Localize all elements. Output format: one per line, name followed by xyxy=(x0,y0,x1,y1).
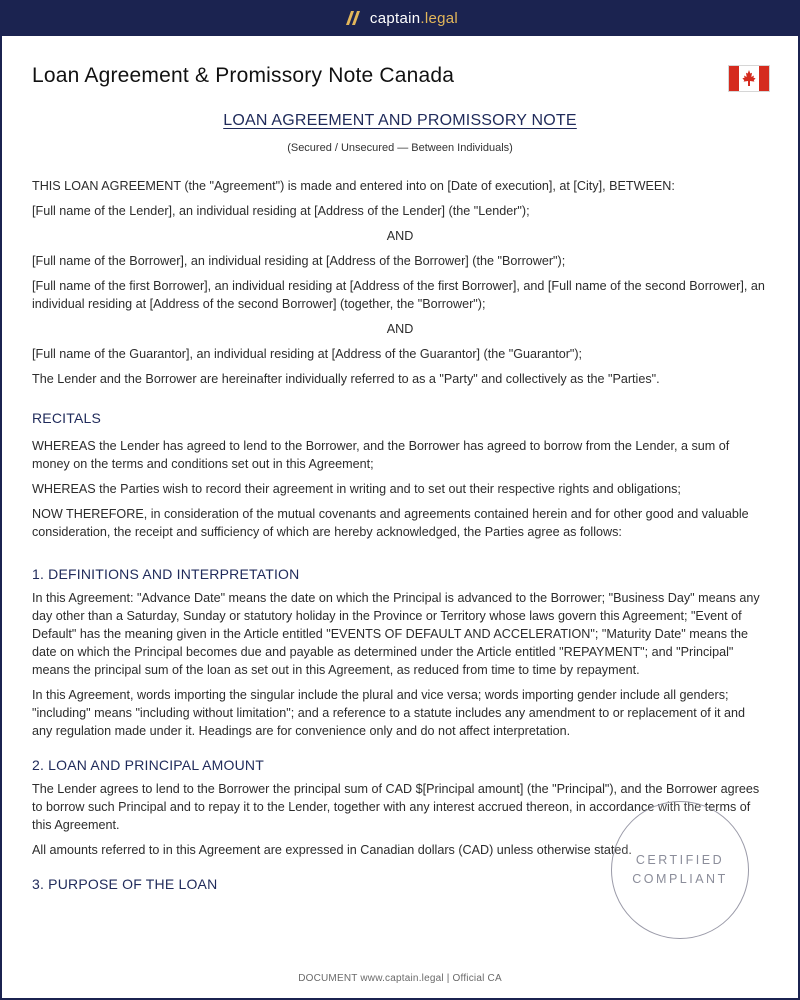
page-title: Loan Agreement & Promissory Note Canada xyxy=(32,64,455,87)
canada-flag-icon xyxy=(728,65,770,92)
and-separator: AND xyxy=(386,322,414,336)
recitals-heading: RECITALS xyxy=(32,410,102,426)
section-heading: 2. LOAN AND PRINCIPAL AMOUNT xyxy=(32,757,264,773)
certified-compliant-stamp xyxy=(611,801,749,939)
section-paragraph: In this Agreement, words importing the singular include the plural and vice versa; words importing gender include all genders; "including" means "including without limitation"; and a reference to a statute includes any amendment to or replacement of it and any regulation made under it. Headings are for convenience only and do not affect interpretation. xyxy=(32,688,746,738)
section-paragraph: In this Agreement: "Advance Date" means the date on which the Principal is advanced to the Borrower; "Business Day" means any day other than a Saturday, Sunday or statutory holiday in the Province or Territory whose laws govern this Agreement; "Event of Default" has the meaning given in the Article entitled "EVENTS OF DEFAULT AND ACCELERATION"; "Maturity Date" means the date on which the Principal becomes due and payable as determined under the Article entitled "REPAYMENT"; and "Principal" means the principal sum of the loan as set out in this Agreement, as reduced from time to time by repayment. xyxy=(32,591,760,677)
double-slash-logo-icon xyxy=(342,10,362,26)
section-paragraph: All amounts referred to in this Agreement are expressed in Canadian dollars (CAD) unless otherwise stated. xyxy=(32,843,632,857)
recital-paragraph: NOW THEREFORE, in consideration of the mutual covenants and agreements contained herein and for other good and valuable consideration, the receipt and sufficiency of which are hereby acknowledged, the Parties agree as follows: xyxy=(32,507,749,539)
document-title: LOAN AGREEMENT AND PROMISSORY NOTE xyxy=(223,112,577,129)
recital-paragraph: WHEREAS the Lender has agreed to lend to the Borrower, and the Borrower has agreed to borrow from the Lender, a sum of money on the terms and conditions set out in this Agreement; xyxy=(32,439,730,471)
brand-name: captain xyxy=(369,9,421,27)
brand[interactable] xyxy=(342,10,458,27)
stamp-line: CERTIFIED xyxy=(635,853,725,867)
document-page xyxy=(2,36,798,998)
and-separator: AND xyxy=(386,229,414,243)
stamp-line: COMPLIANT xyxy=(632,872,728,886)
section-paragraph: The Lender agrees to lend to the Borrower the principal sum of CAD $[Principal amount] (the "Principal"), and the Borrower agrees to borrow such Principal and to repay it to the Lender, together with any interest accrued thereon, in accordance with the terms of this Agreement. xyxy=(32,782,760,832)
borrower-clause: [Full name of the Borrower], an individual residing at [Address of the Borrower] (the "Borrower"); xyxy=(32,254,566,268)
page-footer: DOCUMENT www.captain.legal | Official CA xyxy=(298,973,502,984)
brand-tld: .legal xyxy=(420,9,459,27)
lender-clause: [Full name of the Lender], an individual residing at [Address of the Lender] (the "Lender"); xyxy=(32,204,530,218)
document-subtitle: (Secured / Unsecured — Between Individuals) xyxy=(287,142,513,154)
parties-clause: The Lender and the Borrower are hereinafter individually referred to as a "Party" and collectively as the "Parties". xyxy=(32,372,660,386)
document-body xyxy=(32,177,768,893)
intro-paragraph: THIS LOAN AGREEMENT (the "Agreement") is made and entered into on [Date of execution], at [City], BETWEEN: xyxy=(32,179,675,193)
guarantor-clause: [Full name of the Guarantor], an individual residing at [Address of the Guarantor] (the "Guarantor"); xyxy=(32,347,583,361)
section-heading: 3. PURPOSE OF THE LOAN xyxy=(32,876,218,892)
joint-borrowers-clause: [Full name of the first Borrower], an individual residing at [Address of the first Borrower], and [Full name of the second Borrower], an individual residing at [Address of the second Borrower] (together, the "Borrower"); xyxy=(32,279,765,311)
section-heading: 1. DEFINITIONS AND INTERPRETATION xyxy=(32,566,300,582)
recital-paragraph: WHEREAS the Parties wish to record their agreement in writing and to set out their respective rights and obligations; xyxy=(32,482,681,496)
top-bar xyxy=(0,0,800,36)
